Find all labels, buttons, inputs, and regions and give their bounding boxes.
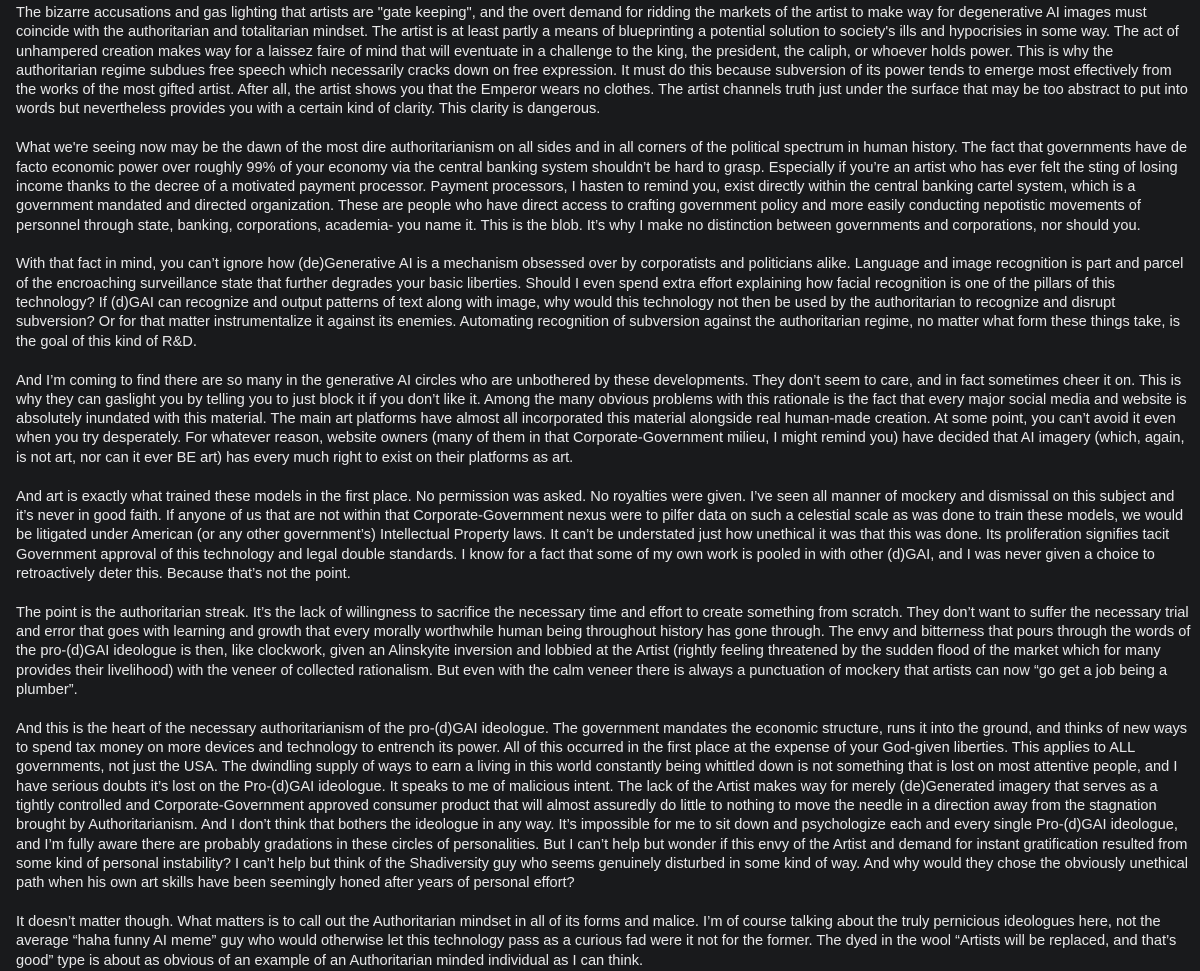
post-paragraph-1: The bizarre accusations and gas lighting that artists are "gate keeping", and the overt demand for ridding the markets of the artist to make way for degenerative AI images must coincide with the authoritarian and totalitarian mindset. The artist is at least partly a means of blueprinting a potential solution to society's ills and hypocrisies in some way. The act of unhampered creation makes way for a laissez faire of mind that will eventuate in a challenge to the king, the president, the caliph, or whoever holds power. This is why the authoritarian regime subdues free speech which necessarily cracks down on free expression. It must do this because subversion of its power tends to emerge most effectively from the works of the most gifted artist. After all, the artist shows you that the Emperor wears no clothes. The artist channels truth just under the surface that may be too abstract to put into words but nevertheless provides you with a certain kind of clarity. This clarity is dangerous. [16, 5, 1188, 118]
post-paragraph-3: With that fact in mind, you can’t ignore how (de)Generative AI is a mechanism obsessed over by corporatists and politicians alike. Language and image recognition is part and parcel of the encroaching surveillance state that further degrades your basic liberties. Should I even spend extra effort explaining how facial recognition is one of the pillars of this technology? If (d)GAI can recognize and output patterns of text along with image, why would this technology not then be used by the authoritarian to recognize and disrupt subversion? Or for that matter instrumentalize it against its enemies. Automating recognition of subversion against the authoritarian regime, no matter what form these things take, is the goal of this kind of R&D. [16, 256, 1184, 350]
post-paragraph-6: The point is the authoritarian streak. It’s the lack of willingness to sacrifice the necessary time and effort to create something from scratch. They don’t want to suffer the necessary trial and error that goes with learning and growth that every morally worthwhile human being throughout history has gone through. The envy and bitterness that pours through the words of the pro-(d)GAI ideologue is then, like clockwork, given an Alinskyite inversion and lobbied at the Artist (rightly feeling threatened by the sudden flood of the market which for many provides their livelihood) with the veneer of collected rationalism. But even with the calm veneer there is always a punctuation of mockery that artists can now “go get a job being a plumber”. [16, 604, 1191, 698]
post-paragraph-8: It doesn’t matter though. What matters is to call out the Authoritarian mindset in all of its forms and malice. I’m of course talking about the truly pernicious ideologues here, not the average “haha funny AI meme” guy who would otherwise let this technology pass as a curious fad were it not for the former. The dyed in the wool “Artists will be replaced, and that’s good” type is about as obvious of an example of an Authoritarian minded individual as I can think. [16, 914, 1177, 969]
post-paragraph-4: And I’m coming to find there are so many in the generative AI circles who are unbothered by these developments. They don’t seem to care, and in fact sometimes cheer it on. This is why they can gaslight you by telling you to just block it if you don’t like it. Among the many obvious problems with this rationale is the fact that every major social media and website is absolutely inundated with this material. The main art platforms have almost all incorporated this material alongside real human-made creation. At some point, you can’t avoid it even when you try desperately. For whatever reason, website owners (many of them in that Corporate-Government milieu, I might remind you) have decided that AI imagery (which, again, is not art, nor can it ever BE art) has every much right to exist on their platforms as art. [16, 372, 1187, 466]
post-paragraph-2: What we're seeing now may be the dawn of the most dire authoritarianism on all sides and in all corners of the political spectrum in human history. The fact that governments have de facto economic power over roughly 99% of your economy via the central banking system shouldn’t be hard to grasp. Especially if you’re an artist who has ever felt the sting of losing income thanks to the decree of a motivated payment processor. Payment processors, I hasten to remind you, exist directly within the central banking cartel system, which is a government mandated and directed organization. These are people who have direct access to crafting government policy and more easily conducting nepotistic movements of personnel through state, banking, corporations, academia- you name it. This is the blob. It’s why I make no distinction between governments and corporations, nor should you. [16, 140, 1188, 234]
post-paragraph-5: And art is exactly what trained these models in the first place. No permission was asked. No royalties were given. I’ve seen all manner of mockery and dismissal on this subject and it’s never in good faith. If anyone of us that are not within that Corporate-Government nexus were to pilfer data on such a celestial scale as was done to train these models, we would be litigated under American (or any other government’s) Intellectual Property laws. It can’t be understated just how unethical it was that this was done. Its proliferation signifies tacit Government approval of this technology and legal double standards. I know for a fact that some of my own work is pooled in with other (d)GAI, and I was never given a choice to retroactively deter this. Because that’s not the point. [16, 488, 1184, 582]
post-paragraph-7: And this is the heart of the necessary authoritarianism of the pro-(d)GAI ideologue. The government mandates the economic structure, runs it into the ground, and thinks of new ways to spend tax money on more devices and technology to entrench its power. All of this occurred in the first place at the expense of your God-given liberties. This applies to ALL governments, not just the USA. The dwindling supply of ways to earn a living in this world constantly being whittled down is not something that is lost on most attentive people, and I have serious doubts it’s lost on the Pro-(d)GAI ideologue. It speaks to me of malicious intent. The lack of the Artist makes way for merely (de)Generated imagery that serves as a tightly controlled and Corporate-Government approved consumer product that will almost assuredly do little to nothing to move the needle in a direction away from the stagnation brought by Authoritarianism. And I don’t think that bothers the ideologue in any way. It’s impossible for me to sit down and psychologize each and every single Pro-(d)GAI ideologue, and I’m fully aware there are probably gradations in these circles of personalities. But I can’t help but wonder if this envy of the Artist and demand for instant gratification resulted from some kind of personal instability? I can’t help but think of the Shadiversity guy who seems genuinely disturbed in some kind of way. And why would they chose the obviously unethical path when his own art skills have been seemingly honed after years of personal effort? [16, 720, 1188, 892]
